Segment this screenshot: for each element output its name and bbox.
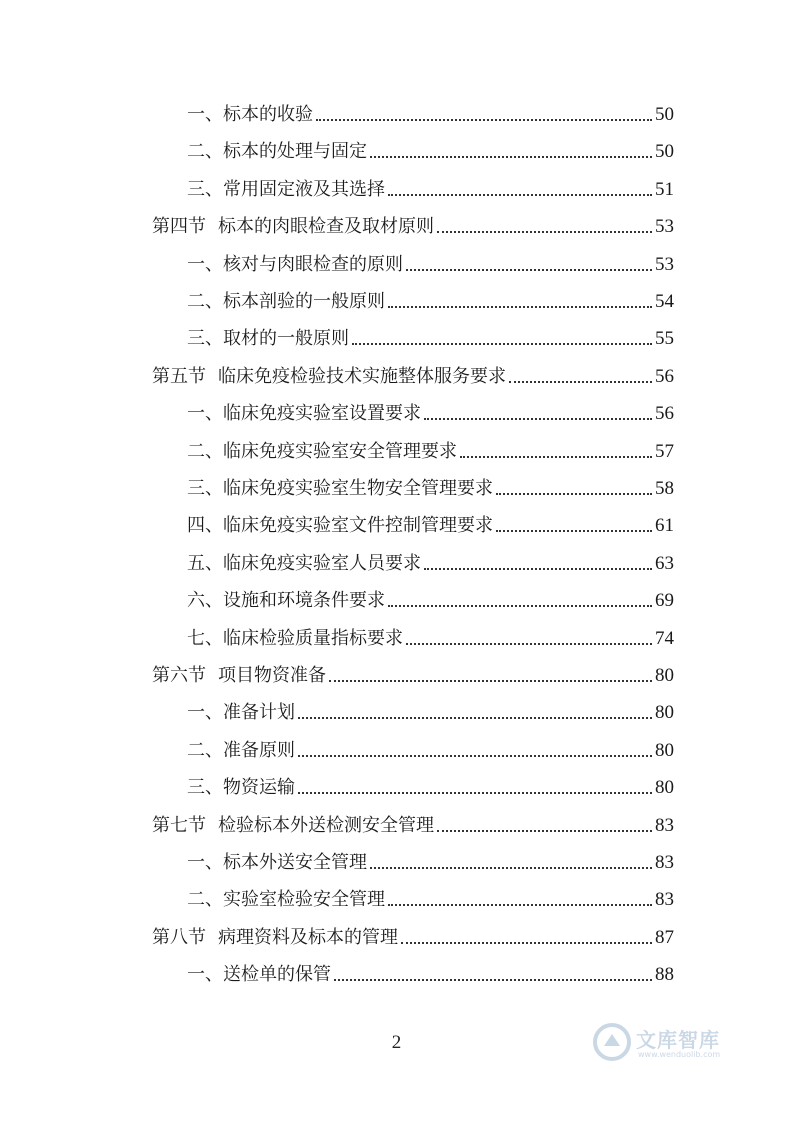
toc-section-entry[interactable]	[152, 661, 674, 687]
toc-dot-leader	[424, 418, 652, 420]
toc-entry-text: 送检单的保管	[223, 964, 331, 986]
toc-entry-prefix: 二、	[187, 440, 223, 462]
toc-entry-title	[152, 216, 434, 238]
toc-page-number: 87	[655, 926, 674, 948]
toc-entry-prefix: 三、	[187, 328, 223, 350]
toc-entry-prefix: 五、	[187, 552, 223, 574]
toc-dot-leader	[388, 605, 652, 607]
toc-entry-title	[187, 553, 421, 575]
toc-sub-entry[interactable]	[187, 437, 674, 463]
toc-page-number: 58	[655, 478, 674, 499]
toc-entry-prefix: 二、	[187, 889, 223, 911]
toc-entry-prefix: 一、	[187, 403, 223, 425]
toc-dot-leader	[437, 231, 652, 233]
toc-entry-prefix: 一、	[187, 253, 223, 275]
toc-entry-prefix: 第六节	[152, 665, 206, 686]
toc-entry-prefix: 第八节	[152, 926, 206, 948]
toc-page-number: 88	[655, 964, 674, 986]
toc-dot-leader	[509, 381, 652, 383]
toc-sub-entry[interactable]	[187, 100, 674, 126]
toc-entry-text: 取材的一般原则	[223, 328, 349, 350]
toc-dot-leader	[329, 680, 652, 682]
toc-entry-title	[187, 702, 295, 724]
toc-page-number: 69	[655, 590, 674, 612]
toc-page-number: 51	[655, 178, 674, 200]
toc-entry-text: 标本的肉眼检查及取材原则	[218, 216, 434, 238]
toc-page-number: 83	[655, 889, 674, 911]
toc-entry-prefix: 一、	[187, 964, 223, 986]
toc-dot-leader	[388, 904, 652, 906]
toc-dot-leader	[460, 456, 652, 458]
toc-entry-prefix: 二、	[187, 141, 223, 163]
toc-entry-text: 核对与肉眼检查的原则	[223, 253, 403, 275]
toc-entry-title	[152, 815, 434, 837]
toc-entry-text: 实验室检验安全管理	[223, 889, 385, 911]
toc-entry-prefix: 一、	[187, 702, 223, 724]
toc-dot-leader	[370, 156, 652, 158]
toc-page-number: 80	[655, 739, 674, 761]
toc-entry-text: 准备原则	[223, 739, 295, 761]
toc-page-number: 50	[655, 141, 674, 163]
toc-page-number: 61	[655, 515, 674, 537]
toc-entry-text: 临床免疫实验室生物安全管理要求	[223, 478, 493, 499]
toc-sub-entry[interactable]	[187, 960, 674, 986]
toc-page-number: 53	[655, 216, 674, 238]
toc-entry-title	[187, 852, 367, 874]
toc-entry-text: 临床免疫实验室设置要求	[223, 403, 421, 425]
toc-entry-prefix: 二、	[187, 739, 223, 761]
toc-entry-title	[187, 590, 385, 612]
toc-page-number: 80	[655, 665, 674, 686]
toc-entry-title	[187, 141, 367, 163]
toc-page-number: 53	[655, 253, 674, 275]
toc-page-number: 83	[655, 814, 674, 836]
toc-entry-text: 临床检验质量指标要求	[223, 627, 403, 649]
toc-entry-title	[187, 889, 385, 911]
toc-entry-text: 项目物资准备	[218, 665, 326, 686]
toc-page-number: 63	[655, 552, 674, 574]
toc-entry-prefix: 三、	[187, 178, 223, 200]
toc-entry-prefix: 第五节	[152, 365, 206, 387]
toc-entry-text: 标本的收验	[223, 104, 313, 125]
toc-entry-prefix: 第七节	[152, 814, 206, 836]
toc-entry-title	[187, 478, 493, 500]
toc-entry-text: 常用固定液及其选择	[223, 178, 385, 200]
toc-sub-entry[interactable]	[187, 698, 674, 724]
toc-sub-entry[interactable]	[187, 885, 674, 911]
toc-dot-leader	[298, 755, 652, 757]
toc-dot-leader	[316, 119, 652, 121]
toc-entry-title	[187, 777, 295, 799]
toc-sub-entry[interactable]	[187, 250, 674, 276]
toc-entry-title	[187, 740, 295, 762]
toc-entry-text: 物资运输	[223, 777, 295, 799]
toc-entry-prefix: 二、	[187, 291, 223, 312]
toc-entry-prefix: 一、	[187, 852, 223, 873]
toc-dot-leader	[334, 979, 652, 981]
toc-sub-entry[interactable]	[187, 773, 674, 799]
toc-entry-title	[187, 328, 349, 350]
toc-page-number: 54	[655, 291, 674, 312]
toc-entry-text: 检验标本外送检测安全管理	[218, 814, 434, 836]
toc-page-number: 57	[655, 440, 674, 462]
toc-sub-entry[interactable]	[187, 137, 674, 163]
toc-sub-entry[interactable]	[187, 736, 674, 762]
page-number: 2	[391, 1032, 402, 1053]
toc-sub-entry[interactable]	[187, 399, 674, 425]
toc-dot-leader	[298, 792, 652, 794]
toc-entry-prefix: 七、	[187, 627, 223, 649]
toc-dot-leader	[437, 830, 652, 832]
logo-icon	[592, 1022, 632, 1062]
toc-page-number: 56	[655, 365, 674, 387]
toc-entry-prefix: 四、	[187, 515, 223, 537]
toc-section-entry[interactable]	[152, 362, 674, 388]
toc-sub-entry[interactable]	[187, 848, 674, 874]
toc-dot-leader	[388, 194, 652, 196]
toc-entry-text: 准备计划	[223, 702, 295, 724]
toc-dot-leader	[401, 942, 652, 944]
toc-section-entry[interactable]	[152, 811, 674, 837]
toc-entry-text: 临床免疫实验室人员要求	[223, 552, 421, 574]
toc-entry-prefix: 一、	[187, 104, 223, 125]
toc-dot-leader	[370, 867, 652, 869]
toc-entry-text: 标本外送安全管理	[223, 852, 367, 873]
toc-entry-title	[187, 179, 385, 201]
toc-entry-text: 标本的处理与固定	[223, 141, 367, 163]
toc-entry-text: 临床免疫检验技术实施整体服务要求	[218, 365, 506, 387]
toc-dot-leader	[496, 493, 652, 495]
toc-dot-leader	[496, 530, 652, 532]
toc-entry-title	[187, 515, 493, 537]
toc-entry-prefix: 六、	[187, 590, 223, 612]
toc-entry-text: 临床免疫实验室安全管理要求	[223, 440, 457, 462]
watermark	[590, 1018, 760, 1068]
toc-entry-title	[152, 665, 326, 687]
toc-entry-title	[187, 964, 331, 986]
toc-page-number: 80	[655, 702, 674, 724]
toc-entry-title	[187, 403, 421, 425]
toc-page-number: 83	[655, 852, 674, 873]
toc-sub-entry[interactable]	[187, 549, 674, 575]
toc-dot-leader	[298, 717, 652, 719]
toc-entry-title	[152, 366, 506, 388]
toc-page-number: 80	[655, 777, 674, 799]
toc-sub-entry[interactable]	[187, 287, 674, 313]
toc-entry-text: 病理资料及标本的管理	[218, 926, 398, 948]
toc-entry-prefix: 第四节	[152, 216, 206, 238]
toc-entry-title	[187, 628, 403, 650]
toc-page-number: 55	[655, 328, 674, 350]
toc-entry-title	[187, 254, 403, 276]
toc-entry-text: 设施和环境条件要求	[223, 590, 385, 612]
toc-entry-title	[187, 441, 457, 463]
toc-dot-leader	[352, 343, 652, 345]
toc-sub-entry[interactable]	[187, 586, 674, 612]
toc-entry-title	[187, 291, 385, 313]
toc-sub-entry[interactable]	[187, 624, 674, 650]
toc-entry-title	[152, 927, 398, 949]
toc-entry-text: 标本剖验的一般原则	[223, 291, 385, 312]
toc-page-number: 74	[655, 627, 674, 649]
toc-dot-leader	[424, 568, 652, 570]
toc-entry-title	[187, 104, 313, 126]
toc-sub-entry[interactable]	[187, 474, 674, 500]
toc-dot-leader	[406, 269, 652, 271]
toc-entry-prefix: 三、	[187, 478, 223, 499]
toc-page-number: 56	[655, 403, 674, 425]
toc-section-entry[interactable]	[152, 923, 674, 949]
watermark-text: 文库智库	[636, 1028, 720, 1052]
toc-entry-text: 临床免疫实验室文件控制管理要求	[223, 515, 493, 537]
toc-page-number: 50	[655, 104, 674, 125]
toc-entry-prefix: 三、	[187, 777, 223, 799]
toc-sub-entry[interactable]	[187, 324, 674, 350]
toc-section-entry[interactable]	[152, 212, 674, 238]
toc-sub-entry[interactable]	[187, 511, 674, 537]
toc-sub-entry[interactable]	[187, 175, 674, 201]
toc-dot-leader	[406, 643, 652, 645]
watermark-url: www.wenduolib.com	[638, 1050, 721, 1059]
toc-dot-leader	[388, 306, 652, 308]
